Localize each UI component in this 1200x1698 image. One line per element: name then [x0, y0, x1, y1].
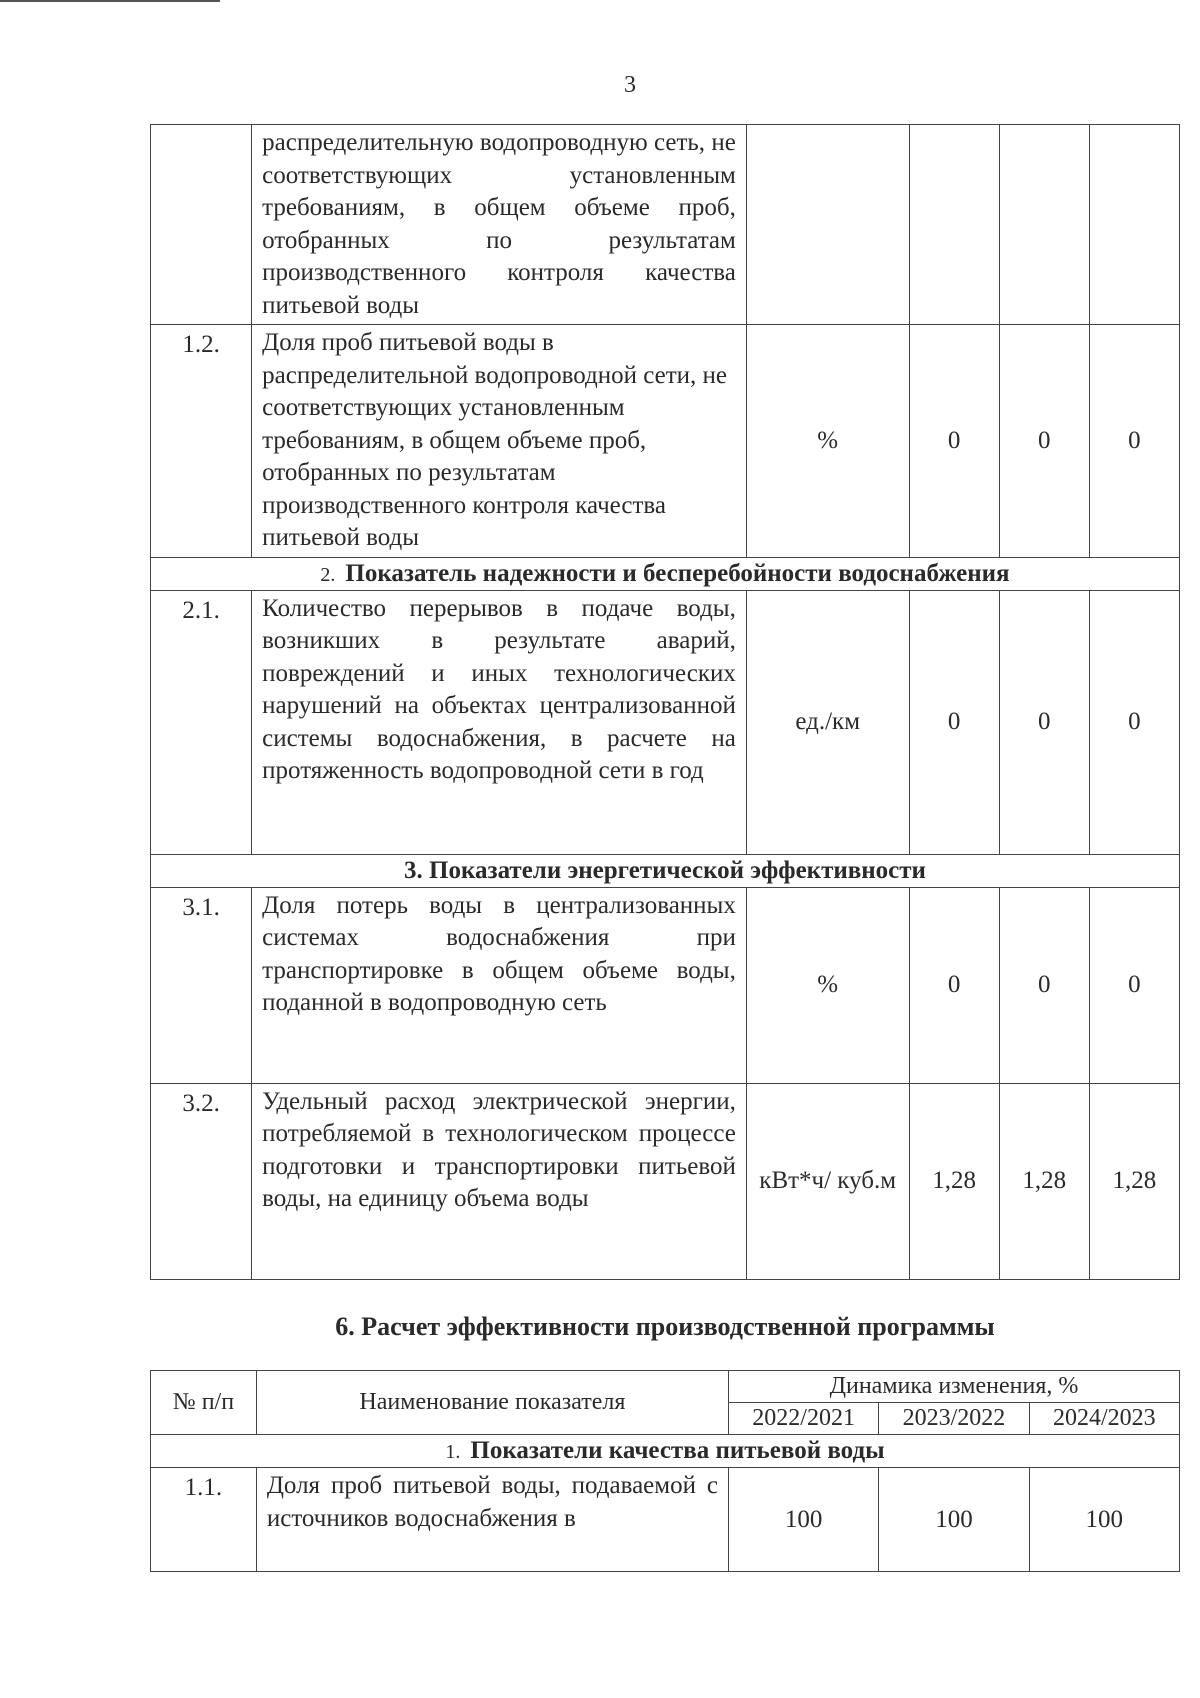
value-cell: 0 [999, 325, 1089, 558]
header-row [151, 1371, 1180, 1403]
year-header: 2022/2021 [728, 1403, 878, 1435]
value-cell: 0 [999, 590, 1089, 854]
value-cell: 100 [879, 1468, 1029, 1572]
unit-cell [746, 125, 909, 325]
table-row [151, 887, 1180, 1083]
value-cell: 1,28 [909, 1083, 999, 1279]
section-header [151, 1435, 1180, 1468]
value-cell: 100 [728, 1468, 878, 1572]
year-header: 2024/2023 [1029, 1403, 1179, 1435]
table-row [151, 125, 1180, 325]
indicator-name: Удельный расход электрической энергии, потребляемой в технологическом процессе подготовки и транспортировки питьевой воды, на единицу объема воды [252, 1083, 747, 1279]
value-cell: 0 [999, 887, 1089, 1083]
unit-cell: % [746, 325, 909, 558]
value-cell: 1,28 [999, 1083, 1089, 1279]
section-row [151, 1435, 1180, 1468]
top-rule [0, 0, 220, 2]
row-number: 3.2. [151, 1083, 252, 1279]
column-header-number: № п/п [151, 1371, 257, 1435]
unit-cell: % [746, 887, 909, 1083]
row-number: 2.1. [151, 590, 252, 854]
row-number: 3.1. [151, 887, 252, 1083]
value-cell: 0 [909, 325, 999, 558]
section-header: 3. Показатели энергетической эффективности [151, 854, 1180, 887]
row-number [151, 125, 252, 325]
row-number: 1.1. [151, 1468, 257, 1572]
value-cell: 0 [1089, 590, 1179, 854]
section-number: 2. [320, 563, 336, 586]
value-cell [909, 125, 999, 325]
section-heading: 6. Расчет эффективности производственной программы [335, 1312, 995, 1341]
section-number: 1. [445, 1441, 461, 1463]
table-row [151, 1468, 1180, 1572]
indicator-name: Доля потерь воды в централизованных системах водоснабжения при транспортировке в общем объеме воды, поданной в водопроводную сеть [252, 887, 747, 1083]
value-cell: 0 [1089, 887, 1179, 1083]
table-row [151, 590, 1180, 854]
indicator-name: распределительную водопроводную сеть, не соответствующих установленным требованиям, в общем объеме проб, отобранных по результатам производственного контроля качества питьевой воды [252, 125, 747, 325]
section-title: Показатели качества питьевой воды [470, 1437, 885, 1464]
column-header-dynamics: Динамика изменения, % [728, 1371, 1179, 1403]
column-header-name: Наименование показателя [256, 1371, 728, 1435]
indicator-name: Доля проб питьевой воды, подаваемой с источников водоснабжения в [256, 1468, 728, 1572]
table-row [151, 325, 1180, 558]
value-cell: 1,28 [1089, 1083, 1179, 1279]
value-cell: 0 [1089, 325, 1179, 558]
unit-cell: кВт*ч/ куб.м [746, 1083, 909, 1279]
indicator-name: Доля проб питьевой воды в распределительной водопроводной сети, не соответствующих установленным требованиям, в общем объеме проб, отобранных по результатам производственного контроля качества питьевой воды [252, 325, 747, 558]
value-cell: 0 [909, 590, 999, 854]
unit-cell: ед./км [746, 590, 909, 854]
row-number: 1.2. [151, 325, 252, 558]
year-header: 2023/2022 [879, 1403, 1029, 1435]
indicator-name: Количество перерывов в подаче воды, возникших в результате аварий, повреждений и иных технологических нарушений на объектах централизованной системы водоснабжения, в расчете на протяженность водопроводной сети в год [252, 590, 747, 854]
efficiency-table [150, 1370, 1180, 1572]
section-row [151, 557, 1180, 590]
value-cell: 0 [909, 887, 999, 1083]
table-row [151, 1083, 1180, 1279]
value-cell [1089, 125, 1179, 325]
section-row [151, 854, 1180, 887]
page-number: 3 [624, 72, 636, 98]
value-cell [999, 125, 1089, 325]
value-cell: 100 [1029, 1468, 1179, 1572]
indicators-table [150, 124, 1180, 1280]
section-header [151, 557, 1180, 590]
section-title: Показатель надежности и бесперебойности водоснабжения [345, 559, 1010, 587]
